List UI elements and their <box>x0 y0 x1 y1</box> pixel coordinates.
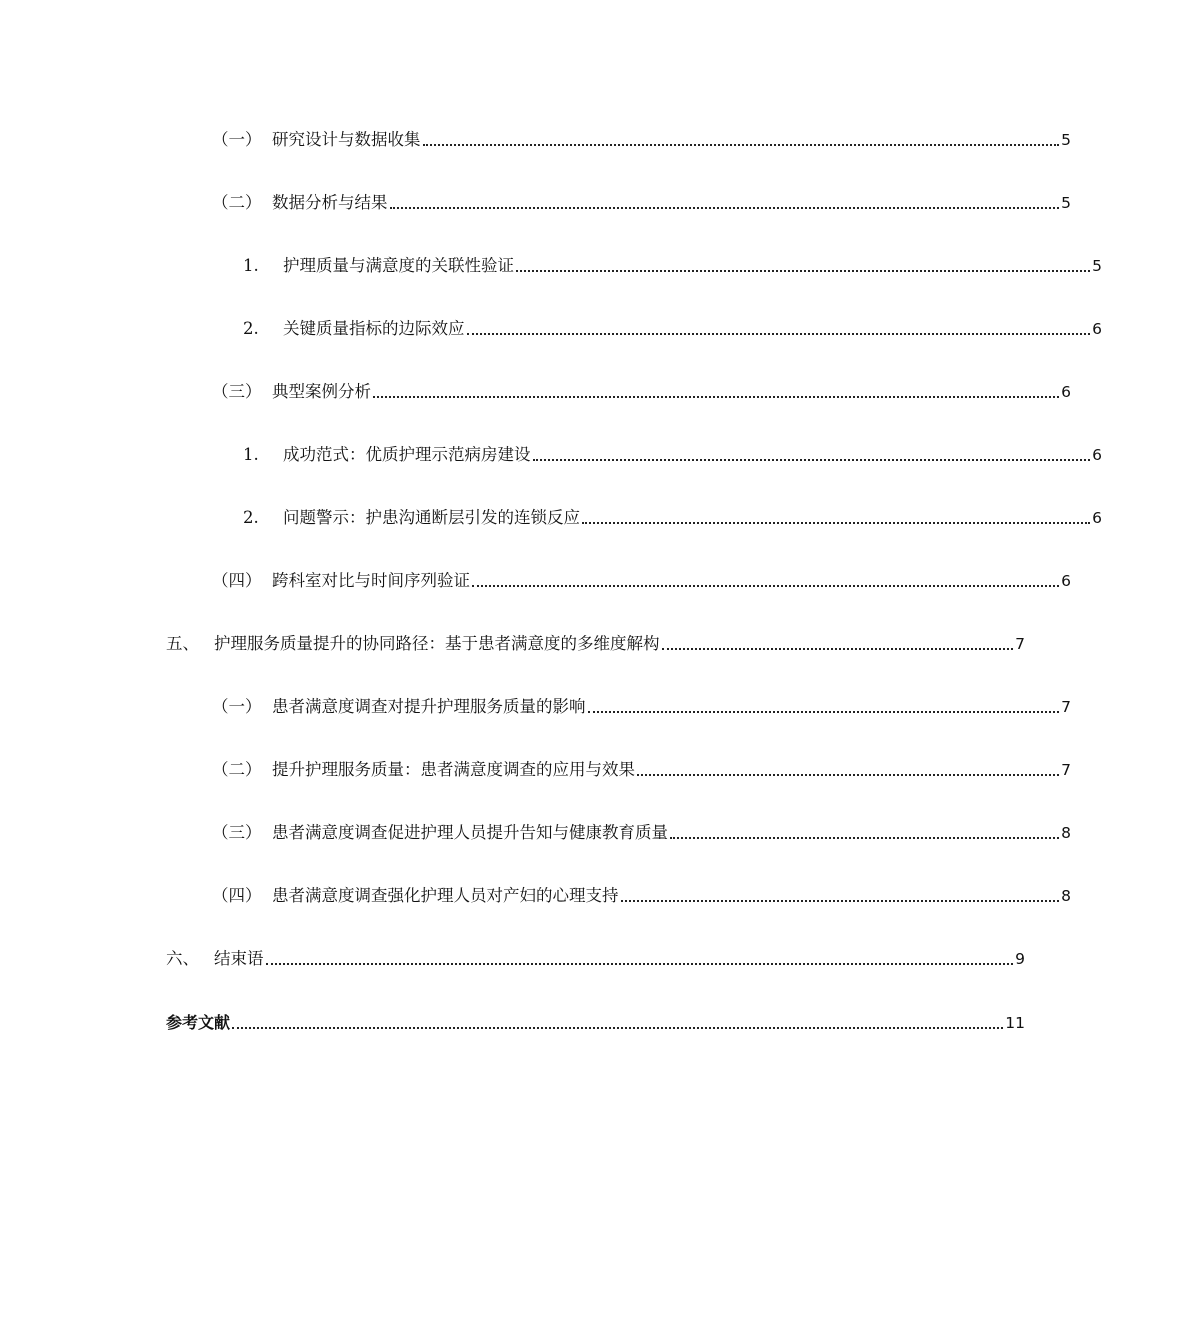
toc-entry-number: （四） <box>212 571 262 590</box>
toc-entry[interactable] <box>0 692 1162 718</box>
toc-entry[interactable] <box>0 629 1116 655</box>
toc-entry[interactable] <box>0 125 1162 151</box>
toc-entry[interactable] <box>0 881 1162 907</box>
toc-entry-title: 成功范式：优质护理示范病房建设 <box>283 445 531 464</box>
toc-entry-page: 7 <box>1061 761 1071 779</box>
toc-entry[interactable] <box>0 944 1116 970</box>
toc-entry-page: 6 <box>1092 320 1102 338</box>
dot-leader <box>390 207 1060 209</box>
toc-entry-title: 护理服务质量提升的协同路径：基于患者满意度的多维度解构 <box>214 634 660 653</box>
dot-leader <box>373 396 1059 398</box>
toc-entry-title: 关键质量指标的边际效应 <box>283 319 465 338</box>
toc-entry-page: 5 <box>1061 131 1071 149</box>
toc-entry-number: （二） <box>212 760 262 779</box>
dot-leader <box>621 900 1060 902</box>
dot-leader <box>467 333 1091 335</box>
toc-entry-number: （三） <box>212 823 262 842</box>
toc-entry-number: 2. <box>243 508 259 527</box>
toc-entry-title: 问题警示：护患沟通断层引发的连锁反应 <box>283 508 580 527</box>
toc-entry-title: 典型案例分析 <box>272 382 371 401</box>
toc-entry[interactable] <box>0 377 1162 403</box>
toc-entry[interactable] <box>0 188 1162 214</box>
toc-entry-title: 患者满意度调查强化护理人员对产妇的心理支持 <box>272 886 619 905</box>
toc-entry-title: 数据分析与结果 <box>272 193 388 212</box>
toc-entry-title: 跨科室对比与时间序列验证 <box>272 571 470 590</box>
toc-entry-number: 五、 <box>166 634 199 653</box>
dot-leader <box>423 144 1060 146</box>
toc-entry-number: 1. <box>243 445 259 464</box>
toc-entry-number: （二） <box>212 193 262 212</box>
toc-entry[interactable] <box>0 755 1162 781</box>
toc-entry[interactable] <box>0 566 1162 592</box>
toc-entry-title: 护理质量与满意度的关联性验证 <box>283 256 514 275</box>
toc-entry-page: 9 <box>1015 950 1025 968</box>
toc-entry-title: 患者满意度调查对提升护理服务质量的影响 <box>272 697 586 716</box>
toc-entry[interactable] <box>0 440 1193 466</box>
dot-leader <box>637 774 1059 776</box>
toc-entry[interactable] <box>0 818 1162 844</box>
dot-leader <box>588 711 1060 713</box>
toc-entry-references[interactable] <box>0 1008 1116 1034</box>
toc-entry-page: 7 <box>1061 698 1071 716</box>
toc-entry-page: 5 <box>1061 194 1071 212</box>
toc-entry[interactable] <box>0 314 1193 340</box>
toc-entry-number: 2. <box>243 319 259 338</box>
toc-entry-page: 6 <box>1092 446 1102 464</box>
toc-entry-title: 结束语 <box>214 949 264 968</box>
toc-entry-page: 8 <box>1061 824 1071 842</box>
toc-entry[interactable] <box>0 251 1193 277</box>
dot-leader <box>232 1027 1003 1029</box>
dot-leader <box>266 963 1014 965</box>
toc-entry-page: 8 <box>1061 887 1071 905</box>
dot-leader <box>516 270 1090 272</box>
toc-entry-page: 6 <box>1061 383 1071 401</box>
toc-entry-title: 参考文献 <box>166 1013 231 1032</box>
dot-leader <box>670 837 1059 839</box>
toc-entry-number: （四） <box>212 886 262 905</box>
toc-entry-page: 5 <box>1092 257 1102 275</box>
toc-entry-page: 7 <box>1015 635 1025 653</box>
toc-entry-number: （一） <box>212 130 262 149</box>
toc-entry-page: 6 <box>1092 509 1102 527</box>
toc-entry-number: （一） <box>212 697 262 716</box>
dot-leader <box>662 648 1014 650</box>
toc-entry-number: 1. <box>243 256 259 275</box>
toc-entry-title: 患者满意度调查促进护理人员提升告知与健康教育质量 <box>272 823 668 842</box>
dot-leader <box>472 585 1059 587</box>
toc-entry[interactable] <box>0 503 1193 529</box>
toc-entry-page: 11 <box>1005 1014 1025 1032</box>
dot-leader <box>582 522 1090 524</box>
toc-entry-title: 研究设计与数据收集 <box>272 130 421 149</box>
toc-entry-number: 六、 <box>166 949 199 968</box>
toc-entry-number: （三） <box>212 382 262 401</box>
toc-entry-page: 6 <box>1061 572 1071 590</box>
toc-entry-title: 提升护理服务质量：患者满意度调查的应用与效果 <box>272 760 635 779</box>
dot-leader <box>533 459 1091 461</box>
